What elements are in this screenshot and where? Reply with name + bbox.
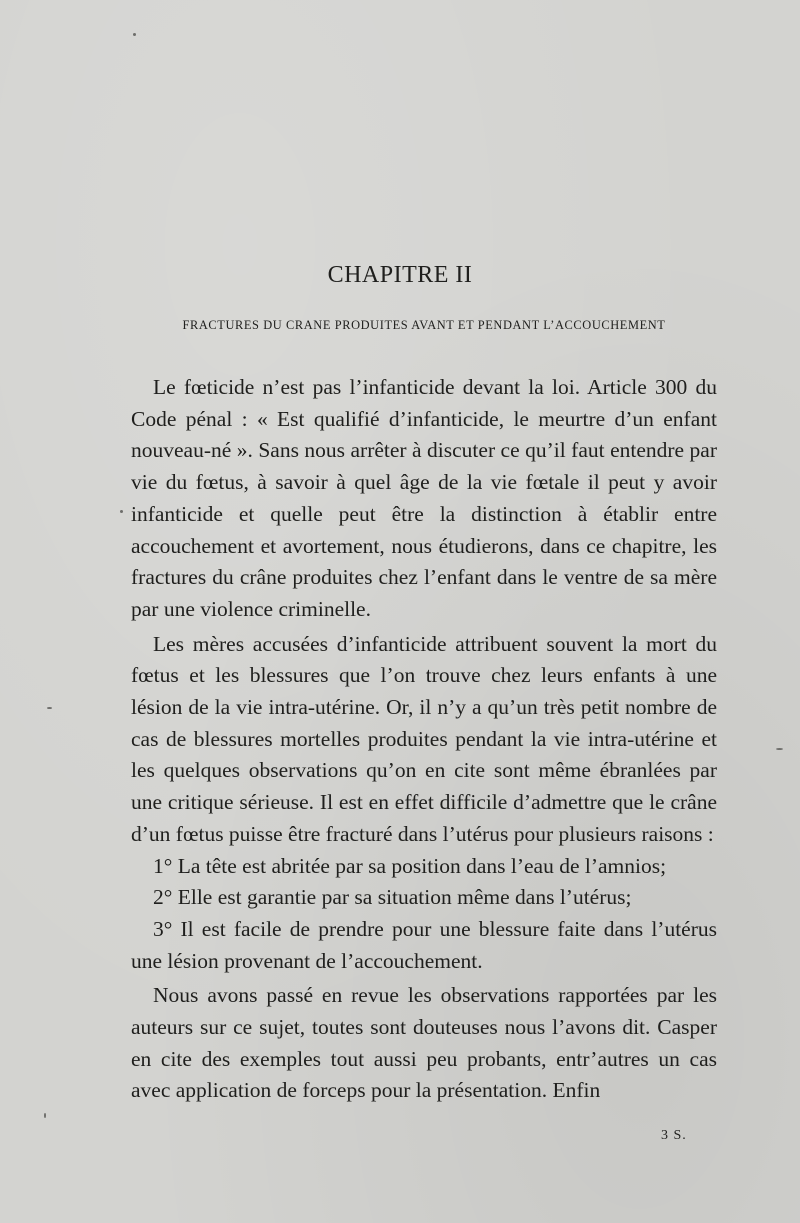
paper-speck <box>47 707 52 709</box>
paragraph: Le fœticide n’est pas l’infanticide devant la loi. Article 300 du Code pénal : « Est qualifié d’infanticide, le meurtre d’un enfant nouveau-né ». Sans nous arrêter à discuter ce qu’il faut entendre par vie du fœtus, à savoir à quel âge de la vie fœtale il peut y avoir infanticide et quelle peut être la distinction à établir entre accouchement et avortement, nous étudierons, dans ce chapitre, les fractures du crâne produites chez l’enfant dans le ventre de sa mère par une violence criminelle. <box>131 375 717 621</box>
signature-mark: 3 S. <box>661 1128 687 1143</box>
chapter-subtitle: FRACTURES DU CRANE PRODUITES AVANT ET PENDANT L’ACCOUCHEMENT <box>182 318 666 332</box>
paper-speck <box>133 33 136 36</box>
paragraph: Nous avons passé en revue les observations rapportées par les auteurs sur ce sujet, toutes sont douteuses nous l’avons dit. Casper en cite des exemples tout aussi peu probants, entr’autres un cas avec application de forceps pour la présentation. Enfin <box>131 983 717 1103</box>
paper-speck <box>776 748 783 750</box>
paragraph: Les mères accusées d’infanticide attribuent souvent la mort du fœtus et les blessures que l’on trouve chez leurs enfants à une lésion de la vie intra-utérine. Or, il n’y a qu’un très petit nombre de cas de blessures mortelles produites pendant la vie intra-utérine et les quelques observations qu’on en cite sont même ébranlées par une critique sérieuse. Il est en effet difficile d’admettre que le crâne d’un fœtus puisse être fracturé dans l’utérus pour plusieurs raisons : <box>131 631 717 846</box>
list-item: 1° La tête est abritée par sa position dans l’eau de l’amnios; <box>153 853 667 878</box>
body-text <box>131 372 717 1107</box>
list-item: 2° Elle est garantie par sa situation même dans l’utérus; <box>153 885 632 910</box>
chapter-title: CHAPITRE II <box>327 262 473 288</box>
paper-speck <box>44 1113 46 1118</box>
paper-speck <box>120 510 123 513</box>
list-item: 3° Il est facile de prendre pour une blessure faite dans l’utérus une lésion provenant de l’accouchement. <box>131 916 717 973</box>
